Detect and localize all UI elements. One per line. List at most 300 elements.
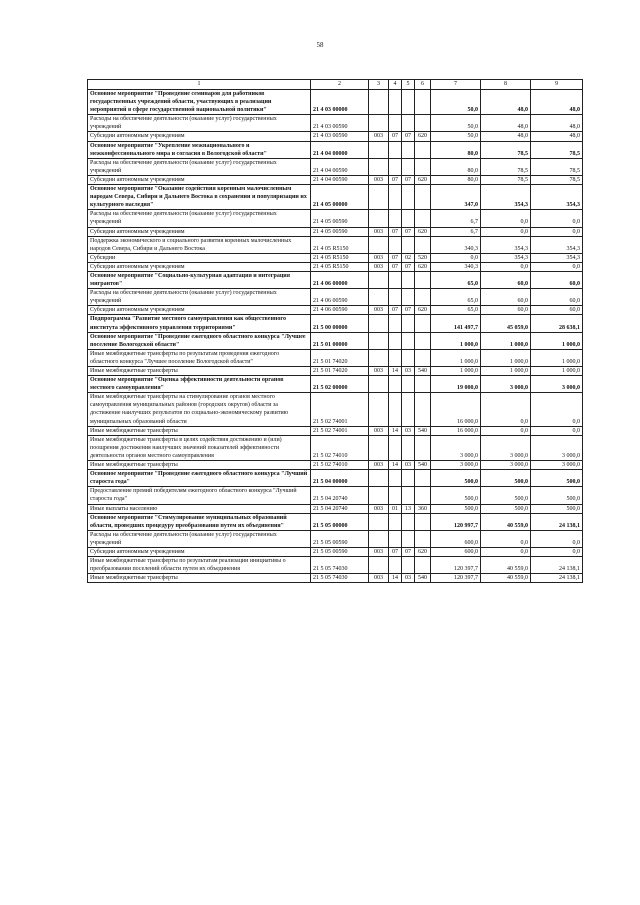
row-expense-type-cell: 540 — [415, 574, 431, 583]
row-section-cell — [389, 141, 402, 158]
row-amount-year2-cell: 3 000,0 — [481, 461, 531, 470]
row-name-cell: Предоставление премий победителям ежегодного областного конкурса "Лучший староста года" — [88, 487, 311, 504]
row-code-cell: 21 5 04 20740 — [311, 504, 369, 513]
row-name-cell: Расходы на обеспечение деятельности (оказание услуг) государственных учреждений — [88, 158, 311, 175]
row-name-cell: Основное мероприятие "Проведение ежегодного областного конкурса "Лучшее поселение Вологодской области" — [88, 332, 311, 349]
row-subsection-cell — [402, 470, 415, 487]
table-row — [88, 253, 583, 262]
row-name-cell: Иные межбюджетные трансферты — [88, 426, 311, 435]
row-expense-type-cell: 620 — [415, 262, 431, 271]
row-subsection-cell — [402, 376, 415, 393]
row-name-cell: Иные межбюджетные трансферты — [88, 367, 311, 376]
row-code-cell: 21 5 05 00590 — [311, 530, 369, 547]
row-amount-year3-cell: 1 000,0 — [531, 349, 583, 366]
row-amount-year1-cell: 500,0 — [431, 470, 481, 487]
row-name-cell: Иные межбюджетные трансферты — [88, 461, 311, 470]
row-amount-year3-cell: 48,0 — [531, 115, 583, 132]
row-amount-year3-cell: 0,0 — [531, 262, 583, 271]
row-expense-type-cell — [415, 271, 431, 288]
row-ministry-cell — [369, 210, 389, 227]
row-section-cell — [389, 376, 402, 393]
row-amount-year2-cell: 0,0 — [481, 530, 531, 547]
row-amount-year1-cell: 65,0 — [431, 289, 481, 306]
row-ministry-cell: 003 — [369, 367, 389, 376]
row-name-cell: Иные межбюджетные трансферты на стимулирование органов местного самоуправления муниципальных районов (городских округов) области за достижение наилучших результатов по социально-экономическому развитию муниципальных образований области — [88, 393, 311, 426]
table-row — [88, 376, 583, 393]
row-ministry-cell — [369, 376, 389, 393]
row-ministry-cell: 003 — [369, 461, 389, 470]
row-code-cell: 21 4 03 00000 — [311, 90, 369, 115]
row-amount-year1-cell: 340,3 — [431, 262, 481, 271]
row-amount-year2-cell: 1 000,0 — [481, 349, 531, 366]
row-code-cell: 21 4 04 00590 — [311, 158, 369, 175]
row-amount-year1-cell: 1 000,0 — [431, 332, 481, 349]
row-amount-year1-cell: 120 997,7 — [431, 513, 481, 530]
row-code-cell: 21 4 04 00000 — [311, 141, 369, 158]
row-amount-year3-cell: 500,0 — [531, 504, 583, 513]
table-row — [88, 349, 583, 366]
row-amount-year3-cell: 60,0 — [531, 306, 583, 315]
page-number: 58 — [316, 41, 324, 49]
row-amount-year3-cell: 354,3 — [531, 253, 583, 262]
row-amount-year2-cell: 354,3 — [481, 185, 531, 210]
row-subsection-cell: 02 — [402, 253, 415, 262]
row-section-cell — [389, 210, 402, 227]
row-subsection-cell: 07 — [402, 547, 415, 556]
row-amount-year3-cell: 24 138,1 — [531, 513, 583, 530]
row-amount-year3-cell: 28 638,1 — [531, 315, 583, 332]
row-section-cell — [389, 289, 402, 306]
row-amount-year3-cell: 0,0 — [531, 530, 583, 547]
table-row — [88, 289, 583, 306]
row-amount-year2-cell: 48,0 — [481, 132, 531, 141]
row-subsection-cell — [402, 349, 415, 366]
row-name-cell: Субсидии автономным учреждениям — [88, 262, 311, 271]
row-section-cell — [389, 513, 402, 530]
row-expense-type-cell — [415, 487, 431, 504]
row-section-cell — [389, 487, 402, 504]
row-subsection-cell: 03 — [402, 574, 415, 583]
row-amount-year1-cell: 80,0 — [431, 141, 481, 158]
table-row — [88, 487, 583, 504]
table-row — [88, 158, 583, 175]
row-amount-year1-cell: 120 397,7 — [431, 574, 481, 583]
row-code-cell: 21 4 05 00590 — [311, 227, 369, 236]
row-amount-year3-cell: 1 000,0 — [531, 367, 583, 376]
row-name-cell: Иные межбюджетные трансферты в целях содействия достижению и (или) поощрения достижения наилучших значений показателей эффективности деятельности органов местного самоуправления — [88, 435, 311, 460]
column-header: 1 — [88, 80, 311, 90]
table-row — [88, 435, 583, 460]
row-amount-year3-cell: 24 138,1 — [531, 574, 583, 583]
row-code-cell: 21 5 01 00000 — [311, 332, 369, 349]
row-expense-type-cell — [415, 376, 431, 393]
row-ministry-cell — [369, 236, 389, 253]
row-amount-year1-cell: 0,0 — [431, 253, 481, 262]
column-header: 9 — [531, 80, 583, 90]
row-amount-year2-cell: 48,0 — [481, 115, 531, 132]
row-amount-year1-cell: 500,0 — [431, 487, 481, 504]
row-name-cell: Субсидии автономным учреждениям — [88, 547, 311, 556]
row-name-cell: Подпрограмма "Развитие местного самоуправления как общественного института эффективного управления территориями" — [88, 315, 311, 332]
row-amount-year2-cell: 0,0 — [481, 210, 531, 227]
row-ministry-cell — [369, 332, 389, 349]
table-row — [88, 210, 583, 227]
row-name-cell: Основное мероприятие "Социально-культурная адаптация и интеграция мигрантов" — [88, 271, 311, 288]
row-subsection-cell — [402, 210, 415, 227]
table-row — [88, 90, 583, 115]
row-code-cell: 21 4 05 R5150 — [311, 253, 369, 262]
row-expense-type-cell — [415, 513, 431, 530]
row-amount-year1-cell: 50,0 — [431, 90, 481, 115]
row-amount-year1-cell: 500,0 — [431, 504, 481, 513]
row-amount-year2-cell: 60,0 — [481, 289, 531, 306]
row-name-cell: Расходы на обеспечение деятельности (оказание услуг) государственных учреждений — [88, 530, 311, 547]
table-row — [88, 141, 583, 158]
row-code-cell: 21 4 05 00000 — [311, 185, 369, 210]
row-section-cell: 14 — [389, 367, 402, 376]
table-row — [88, 547, 583, 556]
row-subsection-cell: 13 — [402, 504, 415, 513]
row-expense-type-cell: 520 — [415, 253, 431, 262]
row-expense-type-cell: 620 — [415, 132, 431, 141]
row-name-cell: Основное мероприятие "Оценка эффективности деятельности органов местного самоуправления" — [88, 376, 311, 393]
table-row — [88, 461, 583, 470]
row-ministry-cell — [369, 115, 389, 132]
row-code-cell: 21 5 05 74030 — [311, 557, 369, 574]
row-expense-type-cell — [415, 349, 431, 366]
column-header: 6 — [415, 80, 431, 90]
row-amount-year2-cell: 500,0 — [481, 470, 531, 487]
row-name-cell: Субсидии — [88, 253, 311, 262]
row-subsection-cell — [402, 315, 415, 332]
row-code-cell: 21 5 05 00590 — [311, 547, 369, 556]
row-expense-type-cell — [415, 236, 431, 253]
row-ministry-cell — [369, 289, 389, 306]
row-ministry-cell — [369, 271, 389, 288]
row-amount-year1-cell: 50,0 — [431, 132, 481, 141]
table-row — [88, 132, 583, 141]
row-section-cell: 07 — [389, 132, 402, 141]
row-expense-type-cell — [415, 332, 431, 349]
table-row — [88, 175, 583, 184]
row-section-cell: 01 — [389, 504, 402, 513]
row-expense-type-cell: 620 — [415, 227, 431, 236]
row-subsection-cell: 07 — [402, 132, 415, 141]
row-expense-type-cell — [415, 470, 431, 487]
row-subsection-cell — [402, 115, 415, 132]
row-section-cell — [389, 115, 402, 132]
row-subsection-cell: 07 — [402, 227, 415, 236]
row-code-cell: 21 5 01 74020 — [311, 367, 369, 376]
table-row — [88, 530, 583, 547]
row-amount-year2-cell: 48,0 — [481, 90, 531, 115]
row-section-cell — [389, 530, 402, 547]
row-expense-type-cell — [415, 210, 431, 227]
table-row — [88, 185, 583, 210]
row-amount-year2-cell: 60,0 — [481, 306, 531, 315]
row-amount-year3-cell: 3 000,0 — [531, 435, 583, 460]
table-row — [88, 393, 583, 426]
row-section-cell — [389, 470, 402, 487]
row-expense-type-cell — [415, 141, 431, 158]
row-subsection-cell — [402, 90, 415, 115]
row-section-cell: 07 — [389, 253, 402, 262]
row-amount-year1-cell: 16 000,0 — [431, 426, 481, 435]
row-code-cell: 21 5 02 74001 — [311, 426, 369, 435]
row-name-cell: Поддержка экономического и социального развития коренных малочисленных народов Севера, Сибири и Дальнего Востока — [88, 236, 311, 253]
row-expense-type-cell — [415, 557, 431, 574]
row-amount-year3-cell: 24 138,1 — [531, 557, 583, 574]
table-row — [88, 115, 583, 132]
row-expense-type-cell: 540 — [415, 426, 431, 435]
row-subsection-cell: 03 — [402, 367, 415, 376]
row-amount-year3-cell: 354,3 — [531, 236, 583, 253]
row-ministry-cell — [369, 158, 389, 175]
row-amount-year1-cell: 120 397,7 — [431, 557, 481, 574]
row-section-cell — [389, 435, 402, 460]
row-name-cell: Расходы на обеспечение деятельности (оказание услуг) государственных учреждений — [88, 210, 311, 227]
table-row — [88, 236, 583, 253]
table-row — [88, 262, 583, 271]
row-name-cell: Иные выплаты населению — [88, 504, 311, 513]
row-amount-year1-cell: 80,0 — [431, 175, 481, 184]
row-expense-type-cell: 620 — [415, 175, 431, 184]
row-ministry-cell — [369, 315, 389, 332]
row-amount-year1-cell: 1 000,0 — [431, 367, 481, 376]
row-subsection-cell: 07 — [402, 306, 415, 315]
table-row — [88, 426, 583, 435]
row-name-cell: Субсидии автономным учреждениям — [88, 306, 311, 315]
table-row — [88, 574, 583, 583]
row-amount-year2-cell: 500,0 — [481, 504, 531, 513]
row-code-cell: 21 5 02 00000 — [311, 376, 369, 393]
row-name-cell: Основное мероприятие "Проведение ежегодного областного конкурса "Лучший староста года" — [88, 470, 311, 487]
row-ministry-cell: 003 — [369, 132, 389, 141]
row-subsection-cell — [402, 487, 415, 504]
row-ministry-cell: 003 — [369, 426, 389, 435]
row-ministry-cell — [369, 487, 389, 504]
row-name-cell: Субсидии автономным учреждениям — [88, 227, 311, 236]
row-subsection-cell: 07 — [402, 175, 415, 184]
row-amount-year1-cell: 340,3 — [431, 236, 481, 253]
row-section-cell — [389, 557, 402, 574]
row-name-cell: Субсидии автономным учреждениям — [88, 132, 311, 141]
row-code-cell: 21 5 02 74010 — [311, 461, 369, 470]
row-amount-year1-cell: 80,0 — [431, 158, 481, 175]
row-expense-type-cell: 620 — [415, 547, 431, 556]
row-ministry-cell: 003 — [369, 227, 389, 236]
row-subsection-cell — [402, 393, 415, 426]
row-code-cell: 21 4 06 00590 — [311, 289, 369, 306]
row-subsection-cell — [402, 141, 415, 158]
row-name-cell: Основное мероприятие "Проведение семинаров для работников государственных учреждений области, участвующих в реализации мероприятий в сфере государственной национальной политики" — [88, 90, 311, 115]
row-expense-type-cell: 540 — [415, 461, 431, 470]
row-amount-year1-cell: 19 000,0 — [431, 376, 481, 393]
row-code-cell: 21 5 02 74010 — [311, 435, 369, 460]
row-name-cell: Расходы на обеспечение деятельности (оказание услуг) государственных учреждений — [88, 115, 311, 132]
table-row — [88, 557, 583, 574]
row-expense-type-cell — [415, 289, 431, 306]
row-expense-type-cell — [415, 115, 431, 132]
row-amount-year2-cell: 354,3 — [481, 236, 531, 253]
row-subsection-cell: 03 — [402, 461, 415, 470]
row-amount-year2-cell: 60,0 — [481, 271, 531, 288]
row-expense-type-cell — [415, 435, 431, 460]
row-expense-type-cell — [415, 90, 431, 115]
row-code-cell: 21 5 05 74030 — [311, 574, 369, 583]
row-code-cell: 21 5 01 74020 — [311, 349, 369, 366]
row-ministry-cell — [369, 393, 389, 426]
row-amount-year2-cell: 78,5 — [481, 141, 531, 158]
row-amount-year3-cell: 3 000,0 — [531, 376, 583, 393]
row-amount-year1-cell: 141 497,7 — [431, 315, 481, 332]
row-amount-year2-cell: 354,3 — [481, 253, 531, 262]
row-amount-year1-cell: 600,0 — [431, 547, 481, 556]
table-row — [88, 306, 583, 315]
row-subsection-cell — [402, 435, 415, 460]
table-row — [88, 513, 583, 530]
row-name-cell: Основное мероприятие "Стимулирование муниципальных образований области, проведших процедуру преобразования путем их объединения" — [88, 513, 311, 530]
row-code-cell: 21 5 04 00000 — [311, 470, 369, 487]
row-code-cell: 21 4 03 00590 — [311, 132, 369, 141]
row-amount-year2-cell: 40 559,0 — [481, 513, 531, 530]
table-row — [88, 504, 583, 513]
row-ministry-cell: 003 — [369, 175, 389, 184]
row-ministry-cell — [369, 530, 389, 547]
row-section-cell: 07 — [389, 262, 402, 271]
row-section-cell — [389, 349, 402, 366]
row-code-cell: 21 5 02 74001 — [311, 393, 369, 426]
table-row — [88, 332, 583, 349]
row-amount-year1-cell: 16 000,0 — [431, 393, 481, 426]
row-ministry-cell: 003 — [369, 306, 389, 315]
row-section-cell: 07 — [389, 547, 402, 556]
row-amount-year1-cell: 6,7 — [431, 210, 481, 227]
row-code-cell: 21 5 00 00000 — [311, 315, 369, 332]
column-header: 3 — [369, 80, 389, 90]
column-header: 5 — [402, 80, 415, 90]
row-code-cell: 21 5 05 00000 — [311, 513, 369, 530]
column-header: 4 — [389, 80, 402, 90]
row-subsection-cell — [402, 158, 415, 175]
row-subsection-cell — [402, 236, 415, 253]
row-section-cell — [389, 315, 402, 332]
budget-table — [87, 79, 583, 583]
row-section-cell — [389, 90, 402, 115]
row-section-cell: 14 — [389, 574, 402, 583]
row-amount-year2-cell: 500,0 — [481, 487, 531, 504]
table-row — [88, 367, 583, 376]
row-ministry-cell: 003 — [369, 253, 389, 262]
row-name-cell: Иные межбюджетные трансферты по результатам реализации инициативы о преобразовании поселений области путем их объединения — [88, 557, 311, 574]
row-amount-year3-cell: 500,0 — [531, 487, 583, 504]
row-amount-year1-cell: 3 000,0 — [431, 435, 481, 460]
row-amount-year2-cell: 0,0 — [481, 227, 531, 236]
row-amount-year2-cell: 1 000,0 — [481, 332, 531, 349]
row-section-cell: 14 — [389, 426, 402, 435]
row-ministry-cell — [369, 557, 389, 574]
row-amount-year3-cell: 0,0 — [531, 426, 583, 435]
row-amount-year2-cell: 0,0 — [481, 426, 531, 435]
column-header: 2 — [311, 80, 369, 90]
row-amount-year1-cell: 600,0 — [431, 530, 481, 547]
row-amount-year2-cell: 0,0 — [481, 262, 531, 271]
row-code-cell: 21 4 05 00590 — [311, 210, 369, 227]
row-ministry-cell: 003 — [369, 574, 389, 583]
row-amount-year3-cell: 60,0 — [531, 271, 583, 288]
row-ministry-cell — [369, 90, 389, 115]
row-ministry-cell — [369, 470, 389, 487]
row-section-cell: 07 — [389, 227, 402, 236]
row-section-cell: 07 — [389, 175, 402, 184]
row-amount-year1-cell: 6,7 — [431, 227, 481, 236]
row-section-cell — [389, 393, 402, 426]
row-amount-year1-cell: 3 000,0 — [431, 461, 481, 470]
row-amount-year3-cell: 0,0 — [531, 393, 583, 426]
row-amount-year3-cell: 1 000,0 — [531, 332, 583, 349]
row-section-cell: 14 — [389, 461, 402, 470]
row-amount-year2-cell: 78,5 — [481, 158, 531, 175]
row-ministry-cell — [369, 435, 389, 460]
row-section-cell — [389, 185, 402, 210]
row-section-cell — [389, 158, 402, 175]
row-ministry-cell — [369, 141, 389, 158]
row-amount-year2-cell: 40 559,0 — [481, 574, 531, 583]
row-amount-year1-cell: 65,0 — [431, 306, 481, 315]
row-ministry-cell: 003 — [369, 262, 389, 271]
row-code-cell: 21 4 05 R5150 — [311, 236, 369, 253]
row-code-cell: 21 4 03 00590 — [311, 115, 369, 132]
row-name-cell: Иные межбюджетные трансферты — [88, 574, 311, 583]
row-amount-year3-cell: 48,0 — [531, 132, 583, 141]
row-expense-type-cell — [415, 530, 431, 547]
row-section-cell — [389, 332, 402, 349]
row-amount-year2-cell: 3 000,0 — [481, 376, 531, 393]
row-amount-year2-cell: 78,5 — [481, 175, 531, 184]
row-subsection-cell — [402, 332, 415, 349]
row-amount-year1-cell: 1 000,0 — [431, 349, 481, 366]
row-amount-year1-cell: 65,0 — [431, 271, 481, 288]
row-ministry-cell: 003 — [369, 504, 389, 513]
row-amount-year3-cell: 3 000,0 — [531, 461, 583, 470]
row-ministry-cell: 003 — [369, 547, 389, 556]
row-code-cell: 21 4 05 R5150 — [311, 262, 369, 271]
row-subsection-cell: 03 — [402, 426, 415, 435]
row-expense-type-cell — [415, 393, 431, 426]
row-expense-type-cell — [415, 315, 431, 332]
row-amount-year2-cell: 3 000,0 — [481, 435, 531, 460]
row-expense-type-cell: 620 — [415, 306, 431, 315]
row-amount-year2-cell: 0,0 — [481, 393, 531, 426]
row-name-cell: Субсидии автономным учреждениям — [88, 175, 311, 184]
row-amount-year3-cell: 354,3 — [531, 185, 583, 210]
row-subsection-cell — [402, 185, 415, 210]
row-amount-year3-cell: 500,0 — [531, 470, 583, 487]
row-expense-type-cell — [415, 158, 431, 175]
table-row — [88, 227, 583, 236]
row-amount-year3-cell: 78,5 — [531, 141, 583, 158]
row-amount-year3-cell: 0,0 — [531, 547, 583, 556]
row-section-cell — [389, 236, 402, 253]
table-row — [88, 271, 583, 288]
row-expense-type-cell: 360 — [415, 504, 431, 513]
row-subsection-cell — [402, 289, 415, 306]
row-amount-year3-cell: 0,0 — [531, 210, 583, 227]
row-name-cell: Основное мероприятие "Укрепление межнационального и межконфессионального мира и согласия в Вологодской области" — [88, 141, 311, 158]
row-name-cell: Основное мероприятие "Оказание содействия коренным малочисленным народам Севера, Сибири и Дальнего Востока в сохранении и популяризации их культурного наследия" — [88, 185, 311, 210]
row-section-cell — [389, 271, 402, 288]
row-code-cell: 21 4 06 00590 — [311, 306, 369, 315]
